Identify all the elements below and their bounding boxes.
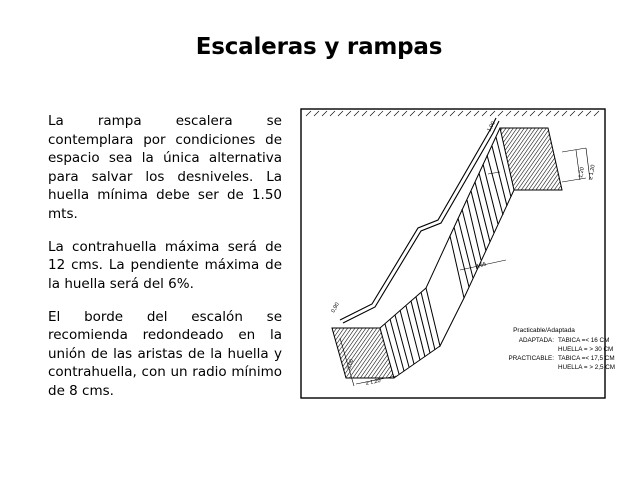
top-landing xyxy=(500,128,562,190)
dim-top-right-a: 1,20 xyxy=(578,166,586,179)
slide-title: Escaleras y rampas xyxy=(195,34,443,60)
dim-middle: 3,65 xyxy=(475,261,487,270)
legend-adaptada-huella: HUELLA = > 30 CM xyxy=(558,346,614,353)
upper-flight xyxy=(450,128,514,298)
intermediate-landing xyxy=(426,236,464,346)
dim-bottom-right: ≥ 1,20 xyxy=(365,377,382,387)
slide-body xyxy=(48,112,282,415)
bottom-landing xyxy=(332,328,394,378)
legend-practicable-tabica: TABICA =< 17,5 CM xyxy=(558,355,615,362)
legend-adaptada-tabica: TABICA =< 16 CM xyxy=(558,337,610,344)
legend xyxy=(509,327,616,371)
stair-diagram xyxy=(300,108,616,400)
dim-rail-bottom: 0,90 xyxy=(330,301,341,314)
paragraph-2: La contrahuella máxima será de 12 cms. La pendiente máxima de la huella será del 6%. xyxy=(48,238,282,292)
paragraph-3: El borde del escalón se recomienda redondeado en la unión de las aristas de la huella y contrahuella, con un radio mínimo de 8 cms. xyxy=(48,308,282,399)
dim-rail-top: 1,00 xyxy=(486,120,497,133)
dim-top-right-b: ≥ 1,20 xyxy=(588,164,597,181)
stair-drawing xyxy=(300,108,616,400)
paragraph-1: La rampa escalera se contemplara por condiciones de espacio sea la única alternativa para salvar los desniveles. La huella mínima debe ser de 1.50 mts. xyxy=(48,113,282,222)
wall-hatching xyxy=(306,111,599,116)
dim-bottom-left: 3,60 xyxy=(346,358,356,371)
legend-practicable-label: PRACTICABLE: xyxy=(508,355,554,362)
legend-adaptada-label: ADAPTADA: xyxy=(518,337,554,344)
legend-title: Practicable/Adaptada xyxy=(513,327,575,334)
handrail xyxy=(340,118,499,323)
legend-practicable-huella: HUELLA = > 2,5 CM xyxy=(558,364,616,371)
